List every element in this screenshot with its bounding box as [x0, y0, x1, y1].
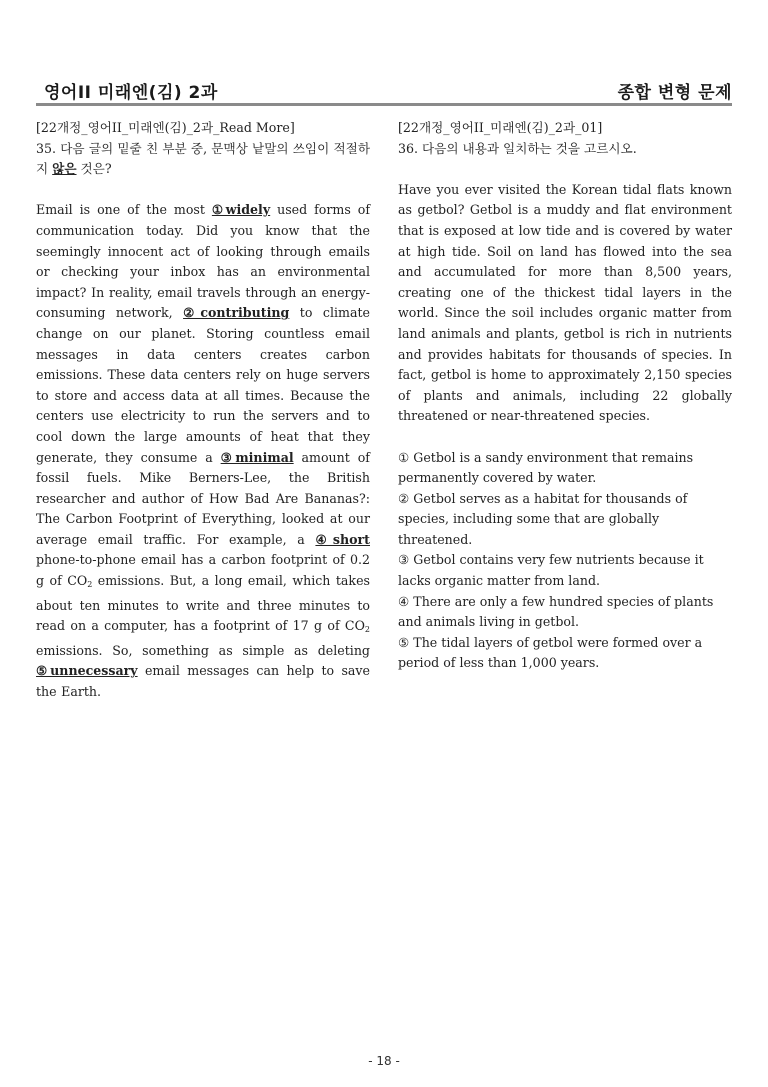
question-stem: 35. 다음 글의 밑줄 친 부분 중, 문맥상 낱말의 쓰임이 적절하지 않은 것은?: [36, 140, 370, 177]
question-source-tag: [22개정_영어II_미래엔(김)_2과_01]: [398, 120, 603, 135]
header-divider: [36, 103, 732, 106]
question-stem: 36. 다음의 내용과 일치하는 것을 고르시오.: [398, 140, 637, 156]
question-36: [398, 118, 732, 674]
underlined-option-4: ④short: [315, 531, 370, 547]
underlined-option-5: ⑤unnecessary: [36, 663, 138, 679]
reading-passage: Email is one of the most ①widely used forms of communication today. Did you know that the seemingly innocent act of looking through emails or checking your inbox has an environmental impact? In reality, email travels through an energy-consuming network, ②contributing to climate change on our planet. Storing countless email messages in data centers creates carbon emissions. These data centers rely on huge servers to store and access data at all times. Because the centers use electricity to run the servers and to cool down the large amounts of heat that they generate, they consume a ③minimal amount of fossil fuels. Mike Berners-Lee, the British researcher and author of How Bad Are Bananas?: The Carbon Footprint of Everything, looked at our average email traffic. For example, a ④short phone-to-phone email has a carbon footprint of 0.2 g of $CO_2$ emissions. But, a long email, which takes about ten minutes to write and three minutes to read on a computer, has a footprint of 17 g of $CO_2$ emissions. So, something as simple as deleting ⑤unnecessary email messages can help to save the Earth.: [36, 202, 371, 700]
answer-choice-3[interactable]: ③ Getbol contains very few nutrients because it lacks organic matter from land.: [398, 552, 704, 589]
question-source-tag: [22개정_영어II_미래엔(김)_2과_Read More]: [36, 120, 295, 135]
answer-choice-2[interactable]: ② Getbol serves as a habitat for thousands of species, including some that are globally threatened.: [398, 490, 688, 547]
underlined-option-1: ①widely: [211, 202, 271, 218]
answer-choices: [398, 448, 732, 675]
answer-choice-4[interactable]: ④ There are only a few hundred species of plants and animals living in getbol.: [398, 593, 714, 630]
emphasis-word: 않은: [52, 161, 77, 177]
page-header: [36, 74, 732, 104]
answer-choice-1[interactable]: ① Getbol is a sandy environment that remains permanently covered by water.: [398, 449, 694, 486]
reading-passage: Have you ever visited the Korean tidal flats known as getbol? Getbol is a muddy and flat environment that is exposed at low tide and is covered by water at high tide. Soil on land has flowed into the sea and accumulated for more than 8,500 years, creating one of the thickest tidal layers in the world. Since the soil includes organic matter from land animals and plants, getbol is rich in nutrients and provides habitats for thousands of species. In fact, getbol is home to approximately 2,150 species of plants and animals, including 22 globally threatened or near-threatened species.: [398, 181, 732, 424]
section-title: 종합 변형 문제: [617, 83, 732, 103]
underlined-option-3: ③minimal: [220, 449, 294, 465]
question-35: [36, 118, 370, 703]
page-number: - 18 -: [368, 1054, 400, 1068]
answer-choice-5[interactable]: ⑤ The tidal layers of getbol were formed over a period of less than 1,000 years.: [398, 634, 703, 671]
textbook-title: 영어II 미래엔(김) 2과: [44, 83, 218, 103]
underlined-option-2: ②contributing: [183, 305, 290, 321]
